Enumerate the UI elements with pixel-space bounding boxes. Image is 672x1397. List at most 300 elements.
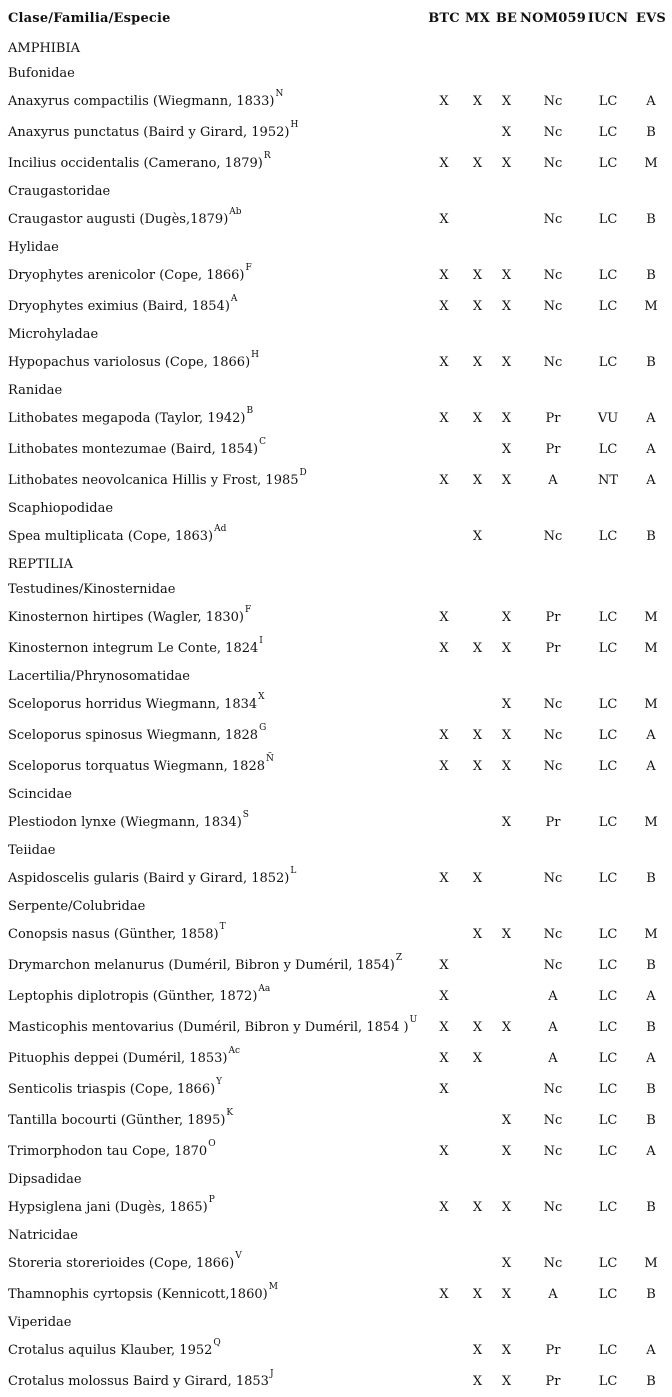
be-cell: X — [501, 1374, 512, 1389]
be-cell — [493, 950, 520, 981]
species-name: Masticophis mentovarius (Duméril, Bibron y Duméril, 1854 ) — [8, 1020, 409, 1035]
species-name: Drymarchon melanurus (Duméril, Bibron y Duméril, 1854) — [8, 958, 395, 973]
mx-cell: X — [472, 1200, 483, 1215]
footnote-marker: F — [244, 605, 252, 615]
be-cell: X — [501, 1144, 512, 1159]
species-name-cell — [0, 148, 426, 179]
evs-cell: A — [646, 1144, 656, 1159]
btc-cell — [426, 434, 462, 465]
be-cell: X — [501, 610, 512, 625]
species-name-cell — [0, 1043, 426, 1074]
iucn-cell: LC — [598, 1082, 618, 1097]
evs-cell: A — [646, 1051, 656, 1066]
mx-cell: X — [472, 728, 483, 743]
table-row — [0, 465, 672, 496]
be-cell: X — [501, 1200, 512, 1215]
species-name: Crotalus molossus Baird y Girard, 1853 — [8, 1374, 269, 1389]
table-row — [0, 751, 672, 782]
header-evs: EVS — [636, 10, 666, 26]
iucn-cell: LC — [598, 529, 618, 544]
species-name: Kinosternon hirtipes (Wagler, 1830) — [8, 610, 244, 625]
be-cell — [493, 204, 520, 235]
species-name-cell — [0, 1012, 426, 1043]
nom059-cell: Nc — [543, 268, 563, 283]
nom059-cell: Nc — [543, 125, 563, 140]
mx-cell — [462, 950, 493, 981]
be-cell: X — [501, 728, 512, 743]
group-row — [0, 378, 672, 403]
iucn-cell: LC — [598, 1200, 618, 1215]
footnote-marker: O — [208, 1139, 216, 1149]
nom059-cell: Nc — [543, 1200, 563, 1215]
btc-cell: X — [439, 728, 449, 743]
group-row — [0, 782, 672, 807]
be-cell: X — [501, 759, 512, 774]
evs-cell: B — [646, 1287, 656, 1302]
iucn-cell: LC — [598, 958, 618, 973]
group-label: Dipsadidae — [8, 1172, 82, 1187]
mx-cell — [462, 981, 493, 1012]
nom059-cell: Nc — [543, 927, 563, 942]
evs-cell: M — [644, 610, 658, 625]
species-name-cell — [0, 919, 426, 950]
table-body — [0, 36, 672, 1397]
species-name: Sceloporus torquatus Wiegmann, 1828 — [8, 759, 265, 774]
evs-cell: A — [646, 442, 656, 457]
mx-cell — [462, 117, 493, 148]
mx-cell: X — [472, 299, 483, 314]
species-name: Tantilla bocourti (Günther, 1895) — [8, 1113, 226, 1128]
table-row — [0, 117, 672, 148]
be-cell — [493, 521, 520, 552]
table-row — [0, 633, 672, 664]
footnote-marker: Ad — [214, 524, 227, 534]
group-label: AMPHIBIA — [8, 41, 80, 56]
species-name: Lithobates montezumae (Baird, 1854) — [8, 442, 259, 457]
be-cell — [493, 1043, 520, 1074]
group-label: Microhyladae — [8, 327, 99, 342]
footnote-marker: L — [290, 866, 297, 876]
group-label: Hylidae — [8, 240, 59, 255]
nom059-cell: A — [548, 1020, 558, 1035]
btc-cell: X — [439, 610, 449, 625]
iucn-cell: LC — [598, 1051, 618, 1066]
group-row — [0, 894, 672, 919]
mx-cell — [462, 1248, 493, 1279]
header-species: Clase/Familia/Especie — [8, 10, 171, 26]
footnote-marker: Aa — [258, 984, 271, 994]
be-cell: X — [501, 94, 512, 109]
nom059-cell: Nc — [543, 529, 563, 544]
species-name-cell — [0, 521, 426, 552]
btc-cell — [426, 117, 462, 148]
btc-cell — [426, 521, 462, 552]
species-name: Leptophis diplotropis (Günther, 1872) — [8, 989, 258, 1004]
iucn-cell: LC — [598, 442, 618, 457]
evs-cell: M — [644, 299, 658, 314]
footnote-marker: K — [226, 1108, 234, 1118]
species-name: Lithobates neovolcanica Hillis y Frost, 1985 — [8, 473, 299, 488]
evs-cell: M — [644, 1256, 658, 1271]
group-label: Ranidae — [8, 383, 63, 398]
species-name: Anaxyrus compactilis (Wiegmann, 1833) — [8, 94, 275, 109]
species-name: Sceloporus spinosus Wiegmann, 1828 — [8, 728, 259, 743]
group-label: Viperidae — [8, 1315, 72, 1330]
table-row — [0, 1279, 672, 1310]
table-row — [0, 863, 672, 894]
mx-cell: X — [472, 411, 483, 426]
btc-cell: X — [439, 1144, 449, 1159]
btc-cell: X — [439, 989, 449, 1004]
btc-cell: X — [439, 156, 449, 171]
group-label: Lacertilia/Phrynosomatidae — [8, 669, 190, 684]
nom059-cell: Nc — [543, 958, 563, 973]
species-name-cell — [0, 1335, 426, 1366]
table-row — [0, 1366, 672, 1397]
mx-cell: X — [472, 927, 483, 942]
iucn-cell: LC — [598, 1343, 618, 1358]
footnote-marker: Ab — [229, 207, 242, 217]
btc-cell: X — [439, 1200, 449, 1215]
species-name: Sceloporus horridus Wiegmann, 1834 — [8, 697, 258, 712]
evs-cell: B — [646, 212, 656, 227]
iucn-cell: NT — [597, 473, 619, 488]
nom059-cell: Pr — [545, 815, 561, 830]
be-cell: X — [501, 1020, 512, 1035]
evs-cell: B — [646, 1082, 656, 1097]
species-name-cell — [0, 403, 426, 434]
iucn-cell: VU — [597, 411, 619, 426]
be-cell: X — [501, 641, 512, 656]
be-cell: X — [501, 697, 512, 712]
be-cell: X — [501, 156, 512, 171]
nom059-cell: Nc — [543, 355, 563, 370]
btc-cell — [426, 807, 462, 838]
evs-cell: M — [644, 156, 658, 171]
mx-cell: X — [472, 759, 483, 774]
btc-cell — [426, 1366, 462, 1397]
iucn-cell: LC — [598, 1287, 618, 1302]
table-row — [0, 1192, 672, 1223]
btc-cell: X — [439, 299, 449, 314]
table-row — [0, 1074, 672, 1105]
evs-cell: B — [646, 125, 656, 140]
mx-cell — [462, 689, 493, 720]
nom059-cell: Nc — [543, 759, 563, 774]
species-name-cell — [0, 1279, 426, 1310]
table-row — [0, 260, 672, 291]
mx-cell: X — [472, 871, 483, 886]
species-name-cell — [0, 86, 426, 117]
species-name-cell — [0, 465, 426, 496]
species-name: Aspidoscelis gularis (Baird y Girard, 1852) — [8, 871, 290, 886]
iucn-cell: LC — [598, 871, 618, 886]
evs-cell: B — [646, 1200, 656, 1215]
be-cell: X — [501, 355, 512, 370]
species-name-cell — [0, 1248, 426, 1279]
table-row — [0, 347, 672, 378]
iucn-cell: LC — [598, 989, 618, 1004]
be-cell: X — [501, 473, 512, 488]
table-row — [0, 807, 672, 838]
iucn-cell: LC — [598, 697, 618, 712]
group-label: Natricidae — [8, 1228, 78, 1243]
header-mx: MX — [465, 10, 490, 26]
table-row — [0, 291, 672, 322]
iucn-cell: LC — [598, 728, 618, 743]
be-cell: X — [501, 411, 512, 426]
footnote-marker: B — [246, 406, 254, 416]
be-cell: X — [501, 1287, 512, 1302]
evs-cell: B — [646, 871, 656, 886]
nom059-cell: A — [548, 1287, 558, 1302]
header-nom059: NOM059 — [520, 10, 586, 26]
mx-cell: X — [472, 1287, 483, 1302]
evs-cell: M — [644, 697, 658, 712]
nom059-cell: A — [548, 473, 558, 488]
table-row — [0, 521, 672, 552]
evs-cell: B — [646, 355, 656, 370]
iucn-cell: LC — [598, 156, 618, 171]
footnote-marker: U — [409, 1015, 418, 1025]
mx-cell: X — [472, 94, 483, 109]
species-name-cell — [0, 260, 426, 291]
nom059-cell: Pr — [545, 442, 561, 457]
species-name: Hypopachus variolosus (Cope, 1866) — [8, 355, 251, 370]
species-name-cell — [0, 117, 426, 148]
species-name: Anaxyrus punctatus (Baird y Girard, 1952) — [8, 125, 290, 140]
group-label: Testudines/Kinosternidae — [8, 582, 176, 597]
nom059-cell: Nc — [543, 94, 563, 109]
group-row — [0, 496, 672, 521]
iucn-cell: LC — [598, 641, 618, 656]
footnote-marker: Y — [216, 1077, 223, 1087]
btc-cell: X — [439, 411, 449, 426]
table-row — [0, 950, 672, 981]
footnote-marker: Q — [213, 1338, 221, 1348]
btc-cell: X — [439, 212, 449, 227]
footnote-marker: Ñ — [266, 754, 274, 764]
table-row — [0, 720, 672, 751]
footnote-marker: P — [208, 1195, 215, 1205]
nom059-cell: Nc — [543, 1082, 563, 1097]
evs-cell: M — [644, 815, 658, 830]
header-be: BE — [495, 10, 518, 26]
evs-cell: M — [644, 927, 658, 942]
footnote-marker: G — [259, 723, 267, 733]
footnote-marker: Ac — [228, 1046, 241, 1056]
species-name: Senticolis triaspis (Cope, 1866) — [8, 1082, 216, 1097]
group-row — [0, 1310, 672, 1335]
species-name-cell — [0, 204, 426, 235]
species-name-cell — [0, 1192, 426, 1223]
evs-cell: B — [646, 1374, 656, 1389]
evs-cell: A — [646, 94, 656, 109]
mx-cell: X — [472, 641, 483, 656]
species-name-cell — [0, 633, 426, 664]
group-row — [0, 552, 672, 577]
species-name: Hypsiglena jani (Dugès, 1865) — [8, 1200, 208, 1215]
nom059-cell: A — [548, 989, 558, 1004]
nom059-cell: Pr — [545, 1343, 561, 1358]
nom059-cell: Pr — [545, 1374, 561, 1389]
species-name: Trimorphodon tau Cope, 1870 — [8, 1144, 208, 1159]
group-row — [0, 1223, 672, 1248]
group-label: Bufonidae — [8, 66, 75, 81]
footnote-marker: S — [242, 810, 249, 820]
nom059-cell: Nc — [543, 871, 563, 886]
mx-cell: X — [472, 529, 483, 544]
species-name-cell — [0, 720, 426, 751]
species-name-cell — [0, 689, 426, 720]
group-label: Teiidae — [8, 843, 56, 858]
nom059-cell: Pr — [545, 411, 561, 426]
table-row — [0, 689, 672, 720]
be-cell: X — [501, 815, 512, 830]
footnote-marker: Z — [395, 953, 403, 963]
evs-cell: A — [646, 1343, 656, 1358]
table-row — [0, 1248, 672, 1279]
table-row — [0, 1043, 672, 1074]
footnote-marker: F — [245, 263, 252, 273]
iucn-cell: LC — [598, 1113, 618, 1128]
nom059-cell: Nc — [543, 728, 563, 743]
mx-cell — [462, 204, 493, 235]
table-row — [0, 204, 672, 235]
species-name: Incilius occidentalis (Camerano, 1879) — [8, 156, 263, 171]
nom059-cell: Nc — [543, 1113, 563, 1128]
evs-cell: B — [646, 529, 656, 544]
be-cell: X — [501, 1113, 512, 1128]
btc-cell: X — [439, 473, 449, 488]
species-name-cell — [0, 751, 426, 782]
species-name: Dryophytes arenicolor (Cope, 1866) — [8, 268, 245, 283]
table-row — [0, 1335, 672, 1366]
btc-cell — [426, 1105, 462, 1136]
footnote-marker: H — [290, 120, 299, 130]
group-row — [0, 61, 672, 86]
nom059-cell: Nc — [543, 156, 563, 171]
btc-cell: X — [439, 641, 449, 656]
mx-cell — [462, 1136, 493, 1167]
mx-cell — [462, 1074, 493, 1105]
btc-cell: X — [439, 1051, 449, 1066]
btc-cell — [426, 689, 462, 720]
group-row — [0, 1167, 672, 1192]
mx-cell — [462, 1105, 493, 1136]
evs-cell: A — [646, 759, 656, 774]
footnote-marker: D — [299, 468, 307, 478]
group-row — [0, 838, 672, 863]
iucn-cell: LC — [598, 815, 618, 830]
group-row — [0, 664, 672, 689]
species-name-cell — [0, 950, 426, 981]
nom059-cell: Nc — [543, 1144, 563, 1159]
species-name: Thamnophis cyrtopsis (Kennicott,1860) — [8, 1287, 268, 1302]
table-row — [0, 148, 672, 179]
footnote-marker: C — [259, 437, 266, 447]
species-name: Craugastor augusti (Dugès,1879) — [8, 212, 229, 227]
mx-cell: X — [472, 355, 483, 370]
iucn-cell: LC — [598, 610, 618, 625]
group-label: Scaphiopodidae — [8, 501, 114, 516]
iucn-cell: LC — [598, 125, 618, 140]
iucn-cell: LC — [598, 1374, 618, 1389]
header-iucn: IUCN — [587, 10, 629, 26]
iucn-cell: LC — [598, 268, 618, 283]
btc-cell — [426, 919, 462, 950]
footnote-marker: I — [259, 636, 263, 646]
btc-cell — [426, 1248, 462, 1279]
iucn-cell: LC — [598, 355, 618, 370]
table-row — [0, 602, 672, 633]
btc-cell: X — [439, 1082, 449, 1097]
iucn-cell: LC — [598, 1256, 618, 1271]
header-btc: BTC — [428, 10, 460, 26]
be-cell: X — [501, 1343, 512, 1358]
mx-cell: X — [472, 268, 483, 283]
btc-cell: X — [439, 871, 449, 886]
be-cell — [493, 981, 520, 1012]
nom059-cell: Nc — [543, 212, 563, 227]
nom059-cell: Nc — [543, 299, 563, 314]
species-name-cell — [0, 434, 426, 465]
species-name-cell — [0, 1366, 426, 1397]
species-name: Spea multiplicata (Cope, 1863) — [8, 529, 214, 544]
species-name: Dryophytes eximius (Baird, 1854) — [8, 299, 230, 314]
iucn-cell: LC — [598, 759, 618, 774]
species-name: Plestiodon lynxe (Wiegmann, 1834) — [8, 815, 242, 830]
evs-cell: A — [646, 411, 656, 426]
btc-cell: X — [439, 1287, 449, 1302]
footnote-marker: T — [219, 922, 226, 932]
iucn-cell: LC — [598, 927, 618, 942]
table-row — [0, 434, 672, 465]
footnote-marker: H — [251, 350, 259, 360]
species-name: Kinosternon integrum Le Conte, 1824 — [8, 641, 259, 656]
species-name: Storeria storerioides (Cope, 1866) — [8, 1256, 235, 1271]
mx-cell: X — [472, 473, 483, 488]
group-row — [0, 179, 672, 204]
table-row — [0, 1136, 672, 1167]
iucn-cell: LC — [598, 212, 618, 227]
evs-cell: B — [646, 1020, 656, 1035]
evs-cell: M — [644, 641, 658, 656]
btc-cell: X — [439, 759, 449, 774]
species-name-cell — [0, 1074, 426, 1105]
species-name: Pituophis deppei (Duméril, 1853) — [8, 1051, 228, 1066]
species-name-cell — [0, 807, 426, 838]
iucn-cell: LC — [598, 1144, 618, 1159]
evs-cell: B — [646, 1113, 656, 1128]
group-row — [0, 36, 672, 61]
nom059-cell: A — [548, 1051, 558, 1066]
species-name-cell — [0, 1136, 426, 1167]
btc-cell: X — [439, 958, 449, 973]
group-row — [0, 322, 672, 347]
species-name-cell — [0, 347, 426, 378]
mx-cell: X — [472, 1374, 483, 1389]
group-row — [0, 577, 672, 602]
species-name-cell — [0, 602, 426, 633]
table-row — [0, 86, 672, 117]
group-label: REPTILIA — [8, 557, 73, 572]
species-name: Lithobates megapoda (Taylor, 1942) — [8, 411, 246, 426]
evs-cell: A — [646, 989, 656, 1004]
table-row — [0, 981, 672, 1012]
be-cell: X — [501, 1256, 512, 1271]
table-row — [0, 1012, 672, 1043]
